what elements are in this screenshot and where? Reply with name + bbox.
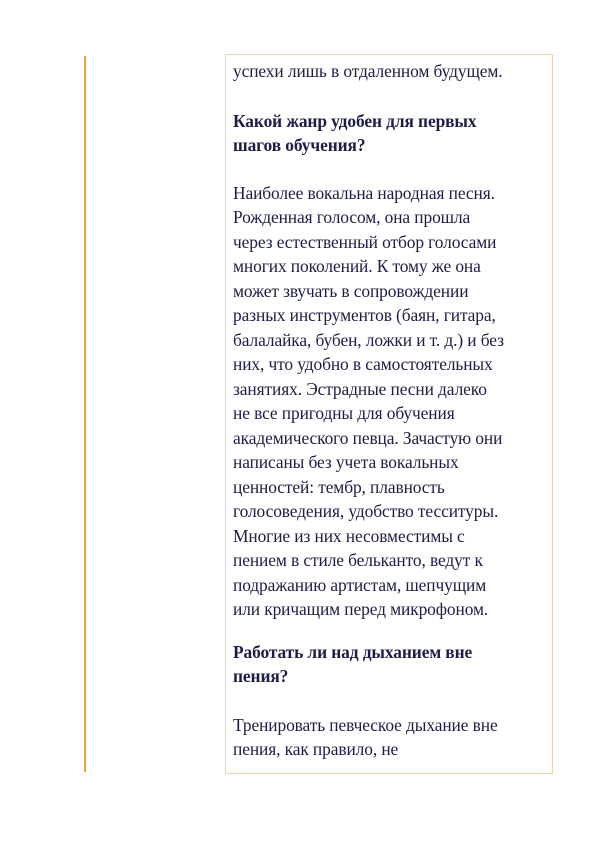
text-line: ценностей: тембр, плавность [233,476,445,497]
paragraph-genre-answer [233,181,555,622]
text-line: Многие из них несовместимы с [233,525,465,546]
text-line: пением в стиле бельканто, ведут к [233,550,483,570]
text-line: многих поколений. К тому же она [233,256,481,276]
heading-line: шагов обучения? [233,135,366,155]
page-margin-rule [84,56,86,772]
text-line: балалайка, бубен, ложки и т. д.) и без [233,329,504,350]
text-line: или кричащим перед микрофоном. [233,599,489,619]
heading-line: Какой жанр удобен для первых [233,110,477,131]
text-line: пения, как правило, не [233,739,399,759]
text-line: через естественный отбор голосами [233,231,497,252]
text-line: написаны без учета вокальных [233,452,459,472]
intro-line: успехи лишь в отдаленном будущем. [233,61,503,81]
section-heading-genre [233,109,555,158]
text-line: разных инструментов (баян, гитара, [233,305,496,325]
heading-line: пения? [233,666,289,686]
text-line: не все пригодны для обучения [233,403,455,423]
paragraph-breathing-answer [233,713,555,762]
text-line: голосоведения, удобство тесситуры. [233,501,499,521]
heading-line: Работать ли над дыханием вне [233,641,473,662]
text-line: Тренировать певческое дыхание вне [233,714,498,735]
text-line: подражанию артистам, шепчущим [233,574,487,595]
text-line: Наиболее вокальна народная песня. [233,182,495,203]
section-heading-breathing [233,640,555,689]
text-line: занятиях. Эстрадные песни далеко [233,378,487,399]
text-line: Рожденная голосом, она прошла [233,207,471,227]
text-line: них, что удобно в самостоятельных [233,354,493,374]
document-text-column [233,59,555,762]
text-line: академического певца. Зачастую они [233,427,503,448]
text-line: может звучать в сопровождении [233,280,469,301]
